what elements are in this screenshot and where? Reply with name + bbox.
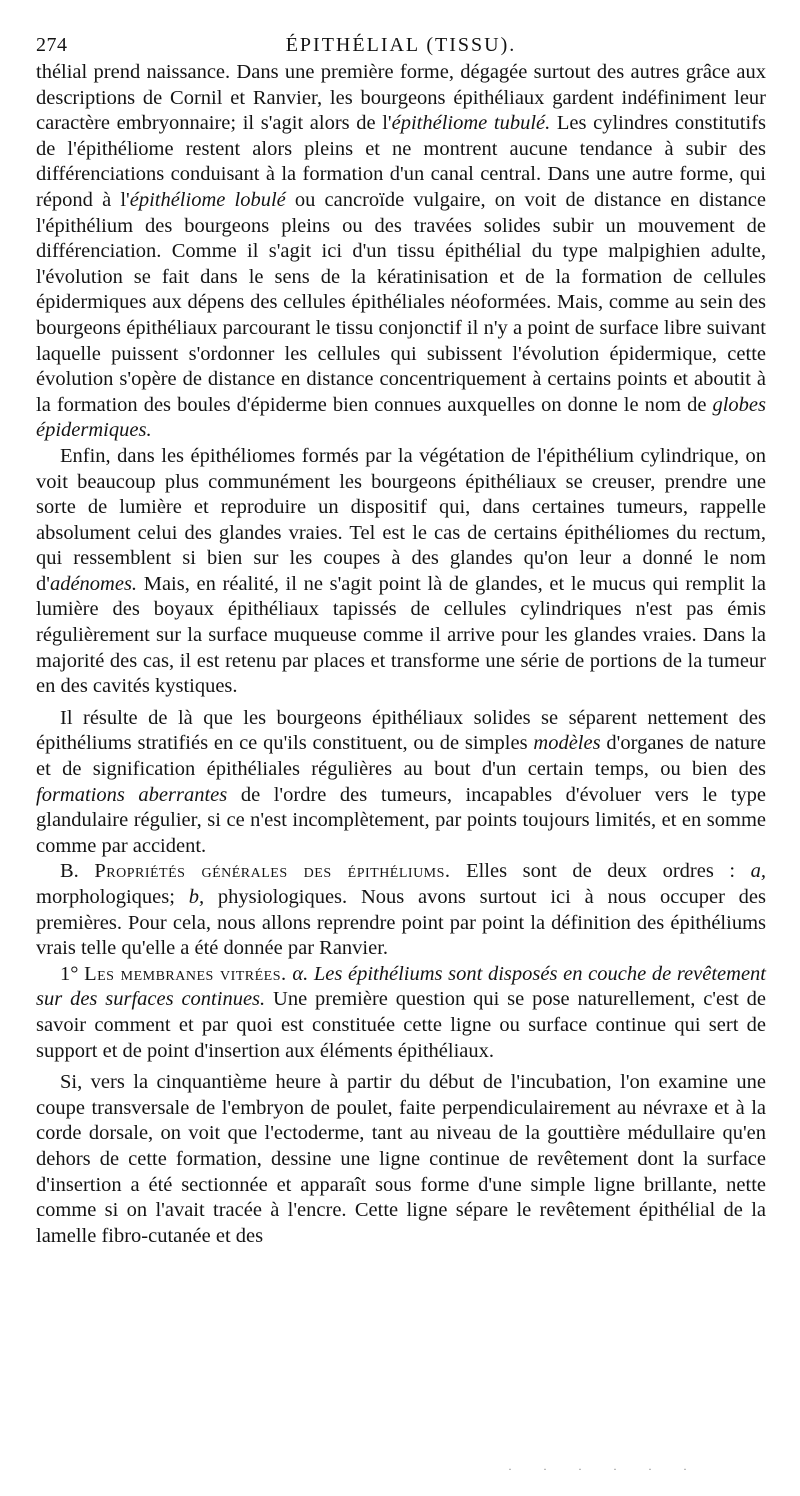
italic-term: b, (188, 886, 205, 908)
text-run: morphologiques; (36, 886, 189, 908)
text-run: Enfin, dans les épithéliomes formés par la végétation de l'épithélium cylindrique, on voit beaucoup plus communément les bourgeons épithéliaux se creuser, prendre une sorte de lumière et reproduire un dispositif qui, dans certaines tumeurs, rappelle absolument celui des glandes vraies. Tel est le cas de certains épithéliomes du rectum, qui ressemblent si bien sur les coupes à des glandes qu'on leur a donné le nom d' (36, 444, 766, 595)
paragraph-1 (36, 60, 766, 444)
paragraph-5 (36, 962, 766, 1064)
paragraph-2 (36, 444, 766, 700)
italic-term: épithéliome lobulé (129, 188, 286, 211)
text-run: de l'ordre des tumeurs, incapables d'évoluer vers le type glandulaire régulier, si ce n'est incomplètement, par points toujours limités, et en somme comme par accident. (36, 783, 766, 857)
italic-term: épithéliome tubulé. (391, 112, 551, 135)
page-header (36, 30, 766, 60)
text-run: Si, vers la cinquantième heure à partir du début de l'incubation, l'on examine une coupe transversale de l'embryon de poulet, faite perpendiculairement au névraxe et à la corde dorsale, on voit que l'ectoderme, tant au niveau de la gouttière médullaire qu'en dehors de cette formation, dessine une ligne continue de revêtement dont la surface d'insertion a été sectionnée et apparaît sous forme d'une simple ligne brillante, nette comme si on l'avait tracée à l'encre. Cette ligne sépare le revêtement épithélial de la lamelle fibro-cutanée et des (36, 1071, 766, 1247)
paragraph-4 (36, 859, 766, 961)
italic-term: a, (750, 860, 766, 883)
text-run: d'organes de nature et de signification épithéliales régulières au bout d'un certain temps, ou bien des (36, 732, 766, 781)
italic-term: modèles (533, 732, 601, 755)
italic-term: formations aberrantes (36, 783, 228, 806)
text-run: thélial prend naissance. Dans une première forme, dégagée surtout des autres grâce aux descriptions de Cornil et Ranvier, les bourgeons épithéliaux gardent indéfiniment leur caractère embryonnaire; il s'agit alors de l' (36, 61, 766, 135)
body-text (36, 60, 766, 1249)
italic-term: globes épidermiques. (36, 393, 766, 442)
text-run: Il résulte de là que les bourgeons épithéliaux solides se séparent nettement des épithéliums stratifiés en ce qu'ils constituent, ou de simples (36, 706, 766, 755)
text-run: ou cancroïde vulgaire, on voit de distance en distance l'épithélium des bourgeons pleins ou des travées solides subir un mouvement de différenciation. Comme il s'agit ici d'un tissu épithélial du type malpighien adulte, l'évolution se fait dans le sens de la kératinisation et de la formation de cellules épidermiques aux dépens des cellules épithéliales néoformées. Mais, comme au sein des bourgeons épithéliaux parcourant le tissu conjonctif il n'y a point de surface libre suivant laquelle puissent s'ordonner les cellules qui subissent l'évolution épidermique, cette évolution s'opère de distance en distance concentriquement à certains points et aboutit à la formation des boules d'épiderme bien connues auxquelles on donne le nom de (36, 188, 766, 416)
text-run: 1° (60, 962, 85, 985)
text-run: Une première question qui se pose naturellement, c'est de savoir comment et par quoi est constituée cette ligne ou surface continue qui sert de support et de point d'insertion aux éléments épithéliaux. (36, 988, 766, 1062)
running-title: ÉPITHÉLIAL (TISSU). (285, 34, 517, 56)
text-run: B. (60, 860, 95, 883)
text-run: Les cylindres constitutifs de l'épithéliome restent alors pleins et ne montrent aucune tendance à subir des différenciations conduisant à la formation d'un canal central. Dans une autre forme, qui répond à l' (36, 112, 766, 211)
document-page (36, 30, 766, 1249)
text-run: physiologiques. Nous avons surtout ici à nous occuper des premières. Pour cela, nous allons reprendre point par point la définition des épithéliums vrais telle qu'elle a été donnée par Ranvier. (36, 886, 767, 960)
italic-term: adénomes. (49, 572, 138, 595)
paragraph-3 (36, 706, 766, 860)
page-number: 274 (36, 34, 68, 56)
italic-term: α. Les épithéliums sont disposés en couche de revêtement sur des surfaces continues. (36, 962, 766, 1011)
text-run: Mais, en réalité, il ne s'agit point là de glandes, et le mucus qui remplit la lumière des boyaux épithéliaux tapissés de cellules cylindriques n'est pas émis régulièrement sur la surface muqueuse comme il arrive pour les glandes vraies. Dans la majorité des cas, il est retenu par places et transforme une série de portions de la tumeur en des cavités kystiques. (36, 572, 766, 698)
paragraph-6 (36, 1070, 766, 1249)
text-run: Elles sont de deux ordres : (450, 860, 751, 883)
subsection-heading: Les membranes vitrées. (84, 962, 287, 985)
print-marks: · · · · · · (508, 1462, 701, 1476)
section-heading: Propriétés générales des épithéliums. (94, 860, 451, 883)
